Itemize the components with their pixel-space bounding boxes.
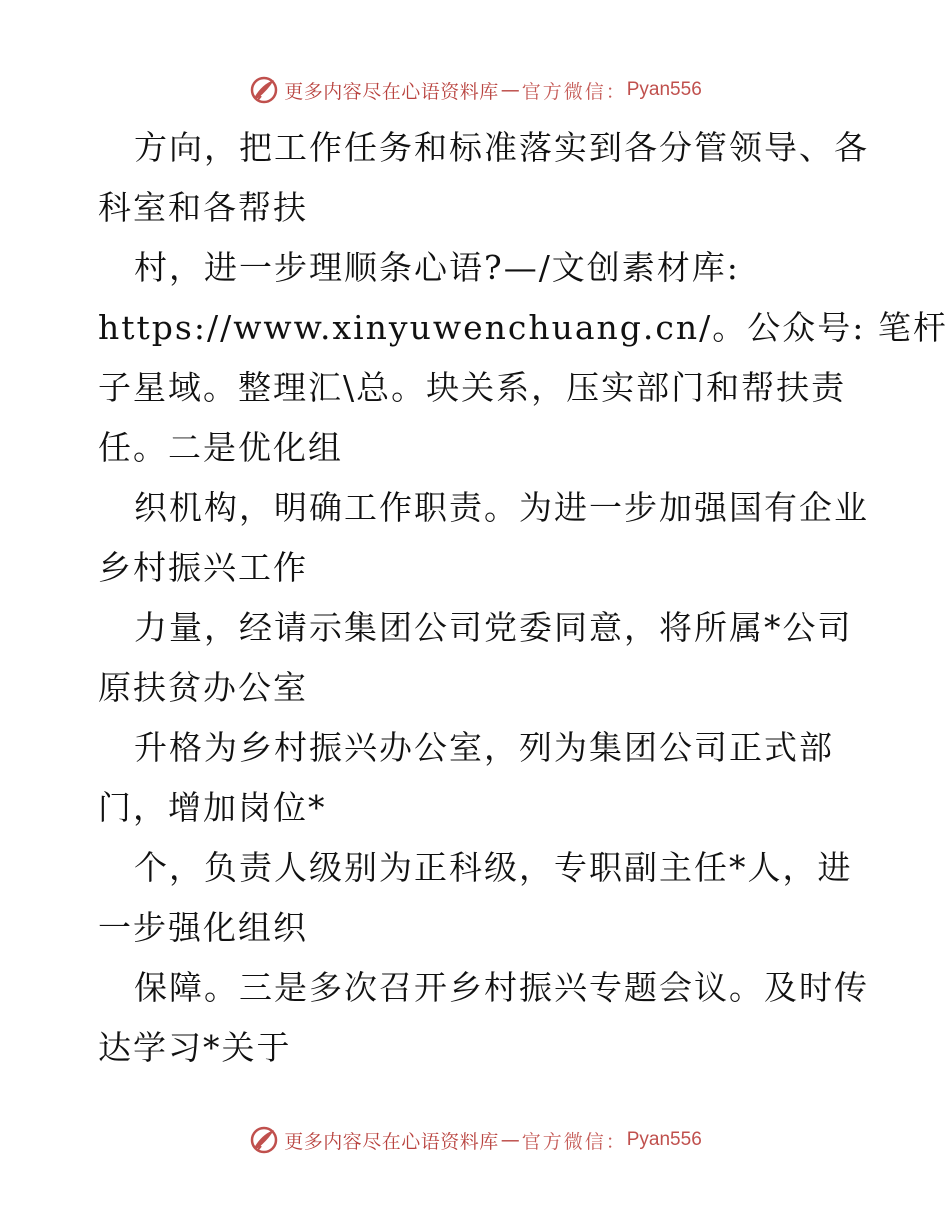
body-line: 子星域。整理汇\总。块关系，压实部门和帮扶责 <box>98 368 847 407</box>
body-line: 原扶贫办公室 <box>98 668 308 707</box>
body-line: 力量，经请示集团公司党委同意，将所属*公司 <box>134 608 853 647</box>
footer-wechat-label: 官方微信： <box>521 1130 627 1153</box>
header-banner <box>0 70 950 110</box>
body-line: 门，增加岗位* <box>98 788 327 827</box>
body-line: 升格为乡村振兴办公室，列为集团公司正式部 <box>134 728 834 767</box>
pen-logo-icon <box>248 1124 280 1156</box>
body-line: 乡村振兴工作 <box>98 548 308 587</box>
footer-separator: — <box>500 1129 520 1151</box>
footer-banner <box>0 1120 950 1160</box>
body-line: 村，进一步理顺条心语?—/文创素材库: <box>134 248 740 287</box>
pen-logo-icon <box>248 74 280 106</box>
header-wechat-label: 官方微信： <box>521 80 627 103</box>
body-line: 个，负责人级别为正科级，专职副主任*人，进 <box>134 848 853 887</box>
body-line: 任。二是优化组 <box>98 428 343 467</box>
body-line: 方向，把工作任务和标准落实到各分管领导、各 <box>134 128 869 167</box>
header-separator: — <box>500 79 520 101</box>
body-line: 织机构，明确工作职责。为进一步加强国有企业 <box>134 488 869 527</box>
footer-slogan: 更多内容尽在心语资料库 <box>284 1130 499 1153</box>
body-line: 达学习*关于 <box>98 1028 292 1067</box>
body-line: 保障。三是多次召开乡村振兴专题会议。及时传 <box>134 968 869 1007</box>
body-line: 科室和各帮扶 <box>98 188 308 227</box>
body-line: 一步强化组织 <box>98 908 308 947</box>
footer-wechat-id: Pyan556 <box>626 1129 702 1150</box>
header-slogan: 更多内容尽在心语资料库 <box>284 80 499 103</box>
body-line: https://www.xinyuwenchuang.cn/。公众号: 笔杆 <box>98 308 948 347</box>
document-body <box>98 118 948 1078</box>
header-wechat-id: Pyan556 <box>626 79 702 100</box>
